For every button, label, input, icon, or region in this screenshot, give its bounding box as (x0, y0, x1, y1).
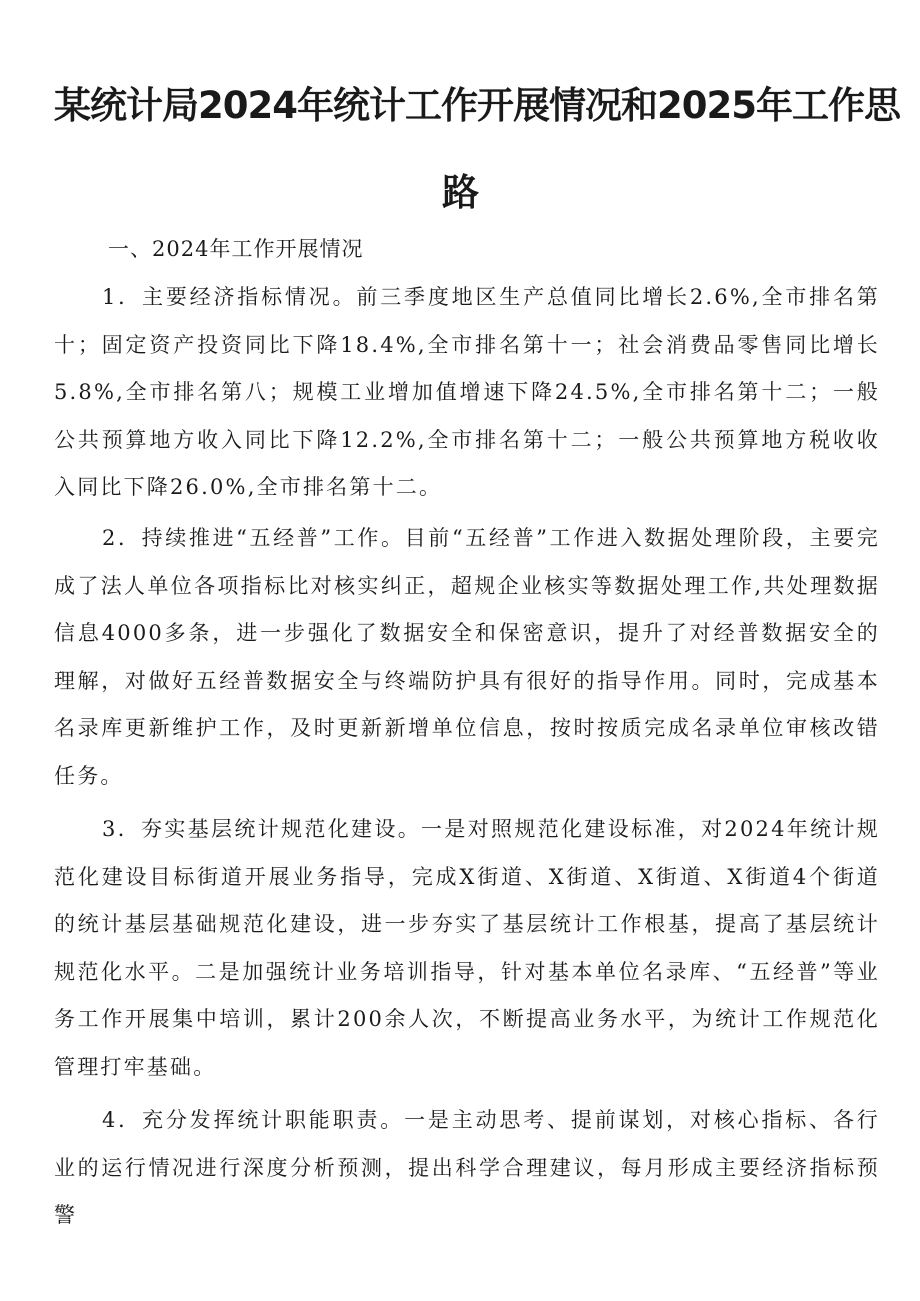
paragraph-4: 4．充分发挥统计职能职责。一是主动思考、提前谋划，对核心指标、各行业的运行情况进行深度分析预测，提出科学合理建议，每月形成主要经济指标预警 (54, 1108, 880, 1227)
document-title-line-2: 路 (442, 171, 478, 214)
paragraph-2: 2．持续推进“五经普”工作。目前“五经普”工作进入数据处理阶段，主要完成了法人单位各项指标比对核实纠正，超规企业核实等数据处理工作,共处理数据信息4000多条，进一步强化了数据安全和保密意识，提升了对经普数据安全的理解，对做好五经普数据安全与终端防护具有很好的指导作用。同时，完成基本名录库更新维护工作，及时更新新增单位信息，按时按质完成名录单位审核改错任务。 (54, 526, 880, 788)
paragraph-1: 1．主要经济指标情况。前三季度地区生产总值同比增长2.6%,全市排名第十；固定资产投资同比下降18.4%,全市排名第十一；社会消费品零售同比增长5.8%,全市排名第八；规模工业增加值增速下降24.5%,全市排名第十二；一般公共预算地方收入同比下降12.2%,全市排名第十二；一般公共预算地方税收收入同比下降26.0%,全市排名第十二。 (54, 285, 880, 499)
document-title-line-1: 某统计局2024年统计工作开展情况和2025年工作思 (54, 84, 900, 127)
section-heading: 一、2024年工作开展情况 (108, 237, 364, 261)
paragraph-3: 3．夯实基层统计规范化建设。一是对照规范化建设标准，对2024年统计规范化建设目标街道开展业务指导，完成X街道、X街道、X街道、X街道4个街道的统计基层基础规范化建设，进一步夯实了基层统计工作根基，提高了基层统计规范化水平。二是加强统计业务培训指导，针对基本单位名录库、“五经普”等业务工作开展集中培训，累计200余人次，不断提高业务水平，为统计工作规范化管理打牢基础。 (54, 817, 880, 1079)
